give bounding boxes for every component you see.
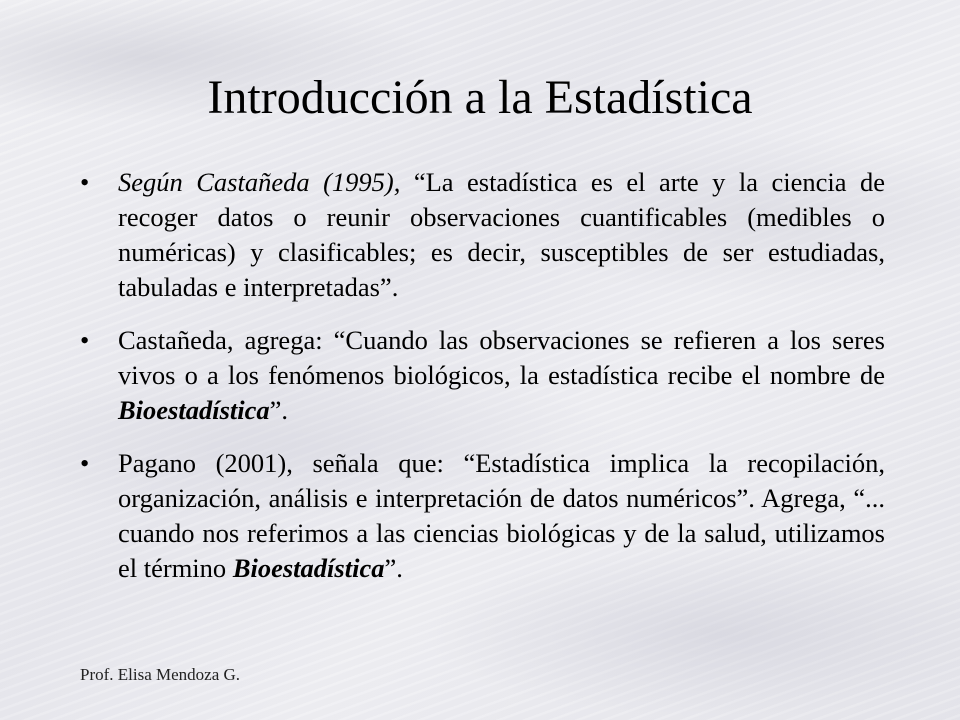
- bullet-list: [80, 165, 885, 604]
- bullet-item-castaneda-1995: [80, 165, 885, 305]
- bullet-item-pagano-2001: [80, 446, 885, 586]
- quote-text: Castañeda, agrega: “Cuando las observaciones se refieren a los seres vivos o a los fenómenos biológicos, la estadística recibe el nombre de: [118, 325, 885, 390]
- slide-title: Introducción a la Estadística: [207, 71, 753, 124]
- quote-close: ”.: [269, 395, 289, 425]
- bullet-marker: •: [80, 448, 90, 478]
- bullet-marker: •: [80, 167, 90, 197]
- definition-quote: “La estadística es el arte y la ciencia de recoger datos o reunir observaciones cuantificables (medibles o numéricas) y clasificables; es decir, susceptibles de ser estudiadas, tabuladas e interpretadas”.: [118, 167, 885, 302]
- footer-author: Prof. Elisa Mendoza G.: [80, 665, 241, 684]
- term-bioestadistica: Bioestadística: [232, 553, 385, 583]
- citation-castaneda: Según Castañeda (1995),: [118, 167, 401, 197]
- quote-text: Pagano (2001), señala que: “Estadística implica la recopilación, organización, análisis e interpretación de datos numéricos”. Agrega, “... cuando nos referimos a las ciencias biológicas y de la salud, utilizamos el término: [118, 448, 885, 583]
- quote-close: ”.: [384, 553, 403, 583]
- bullet-marker: •: [80, 325, 90, 355]
- bullet-item-castaneda-agrega: [80, 323, 885, 428]
- term-bioestadistica: Bioestadística: [118, 395, 270, 425]
